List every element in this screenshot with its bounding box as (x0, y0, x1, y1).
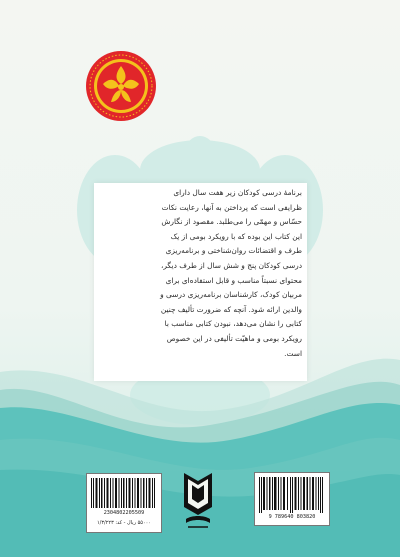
blurb-line: محتوای نسبتاً مناسب و قابل استفاده‌ای برای (165, 275, 302, 285)
blurb-line: است. (284, 348, 302, 358)
publisher-logo-icon (178, 467, 218, 533)
blurb-line: مربیان کودک، کارشناسان برنامه‌ریزی درسی و (160, 290, 302, 300)
isbn-barcode (254, 472, 330, 526)
barcode-bars-right (259, 477, 323, 513)
blurb-line: کتابی را نشان می‌دهد، نبودن کتابی مناسب با (164, 319, 302, 329)
blurb-line: والدین ارائه شود. آنچه که ضرورت تألیف چنین (160, 304, 302, 314)
blurb-line: حسّاس و مهمّی را می‌طلبد. مقصود از نگارش (161, 217, 302, 227)
institution-seal-icon (85, 50, 157, 122)
barcode-bars-left (91, 478, 155, 508)
barcode-number-left: 2304802205509 (103, 510, 145, 516)
blurb-line: درسی کودکان پنج و شش سال از طرف دیگر، (160, 260, 302, 270)
blurb-line: طرف و اقتضائات روان‌شناختی و برنامه‌ریزی (165, 246, 302, 256)
isbn-number: 9 789640 803820 (268, 514, 316, 520)
blurb-line: این کتاب این بوده که با رویکرد بومی از یک (170, 231, 302, 241)
blurb-line: ظرایفی است که پرداختن به آنها، رعایت نکات (161, 202, 302, 212)
blurb-line: رویکرد بومی و ماهیّت تألیفی در این خصوص (166, 333, 302, 343)
price-label: ۵۵۰۰۰ ریال - کد: ۱/۳/۲۲۳ (96, 520, 152, 526)
back-cover-blurb (104, 186, 302, 361)
price-barcode (86, 473, 162, 533)
blurb-line: برنامهٔ درسی کودکان زیر هفت سال دارای (173, 188, 302, 197)
